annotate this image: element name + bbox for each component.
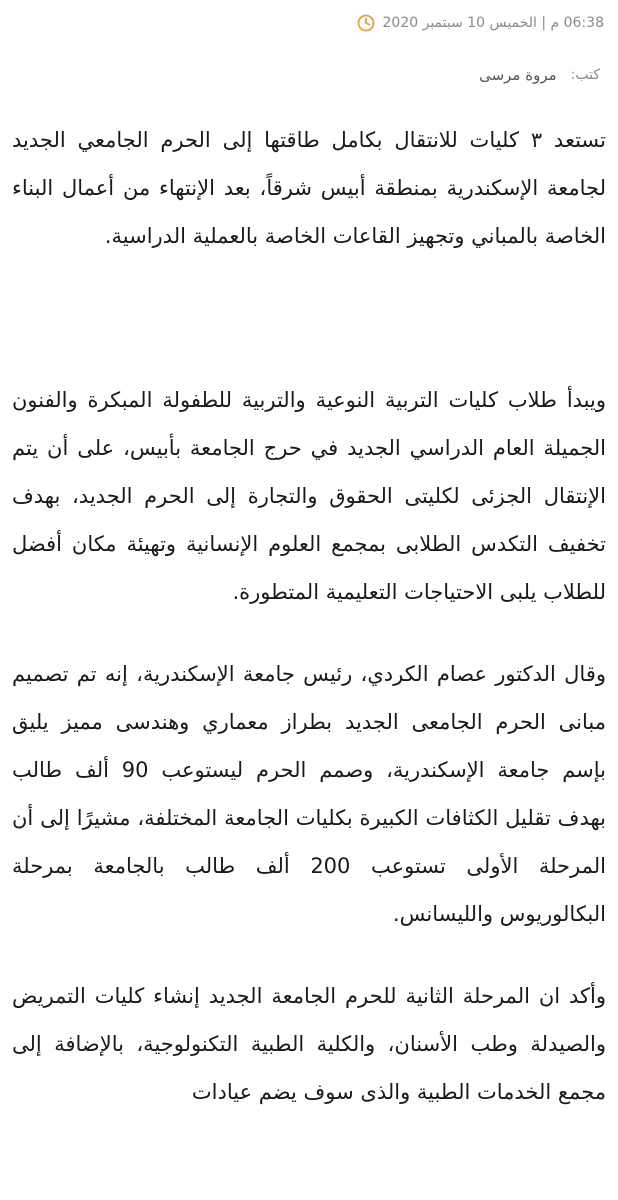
article-body — [12, 116, 606, 1116]
clock-icon — [357, 14, 375, 32]
author-byline — [479, 66, 600, 84]
publish-timestamp: 06:38 م | الخميس 10 سبتمبر 2020 — [382, 15, 604, 31]
author-label: كتب: — [570, 67, 600, 83]
article-paragraph: ويبدأ طلاب كليات التربية النوعية والتربية للطفولة المبكرة والفنون الجميلة العام الدراسي الجديد في حرج الجامعة بأبيس، على أن يتم الإنتقال الجزئى لكليتى الحقوق والتجارة إلى الحرم الجديد، بهدف تخفيف التكدس الطلابى بمجمع العلوم الإنسانية وتهيئة مكان أفضل للطلاب يلبى الاحتياجات التعليمية المتطورة. — [12, 388, 606, 604]
article-paragraph: وأكد ان المرحلة الثانية للحرم الجامعة الجديد إنشاء كليات التمريض والصيدلة وطب الأسنان، والكلية الطبية التكنولوجية، بالإضافة إلى مجمع الخدمات الطبية والذى سوف يضم عيادات — [12, 984, 606, 1104]
author-name[interactable]: مروة مرسى — [479, 66, 557, 84]
article-paragraph: تستعد ٣ كليات للانتقال بكامل طاقتها إلى الحرم الجامعي الجديد لجامعة الإسكندرية بمنطقة أبيس شرقاً، بعد الإنتهاء من أعمال البناء الخاصة بالمباني وتجهيز القاعات الخاصة بالعملية الدراسية. — [12, 128, 606, 248]
article-paragraph: وقال الدكتور عصام الكردي، رئيس جامعة الإسكندرية، إنه تم تصميم مبانى الحرم الجامعى الجديد بطراز معماري وهندسى مميز يليق بإسم جامعة الإسكندرية، وصمم الحرم ليستوعب 90 ألف طالب بهدف تقليل الكثافات الكبيرة بكليات الجامعة المختلفة، مشيرًا إلى أن المرحلة الأولى تستوعب 200 ألف طالب بالجامعة بمرحلة البكالوريوس والليسانس. — [12, 662, 607, 926]
article-meta — [357, 14, 605, 32]
